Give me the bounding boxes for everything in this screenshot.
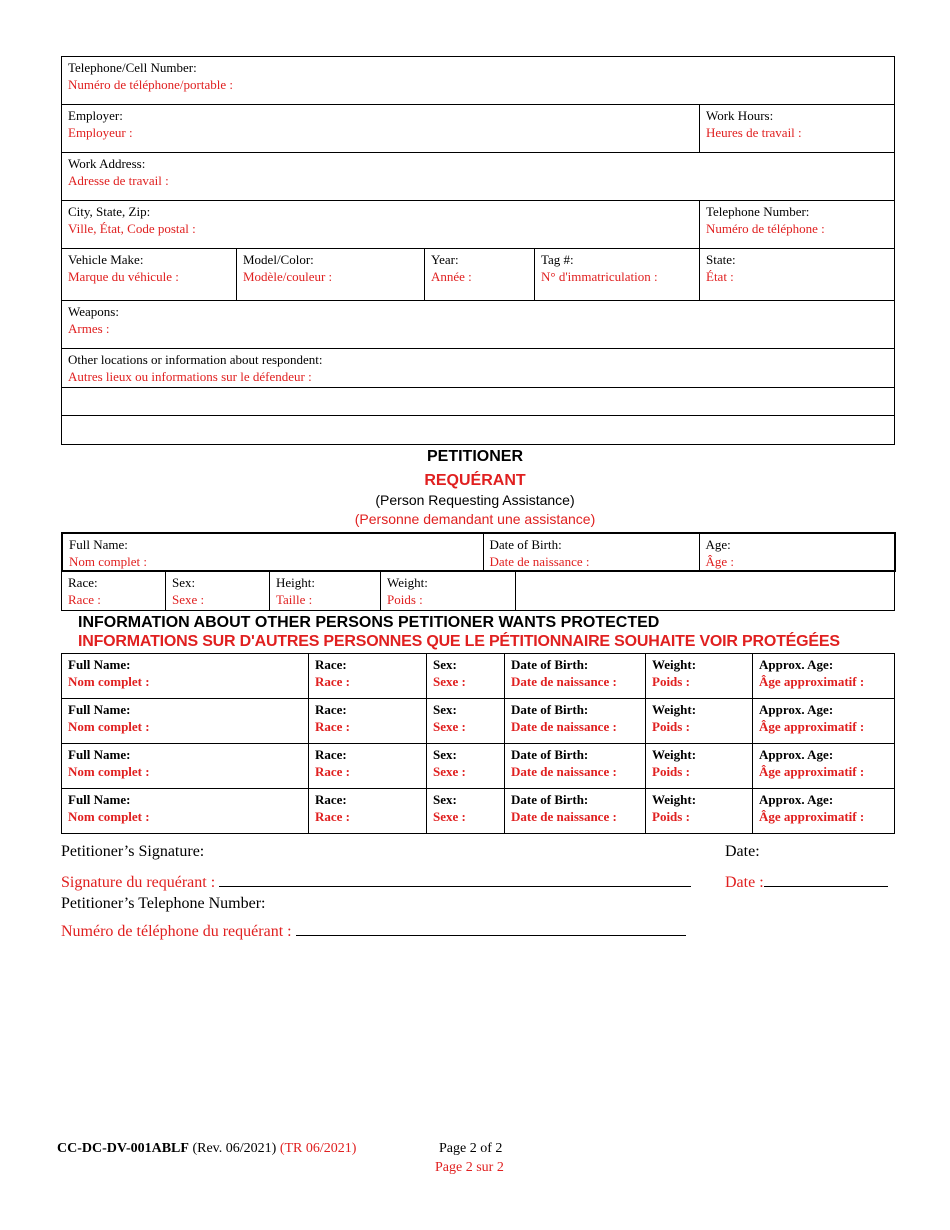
other-info-label-fr: Autres lieux ou informations sur le défendeur :: [68, 369, 312, 384]
protected-col-label: Race:: [315, 792, 347, 807]
protected-person-cell[interactable]: [505, 789, 646, 834]
petitioner-race-label: Race:: [68, 575, 98, 590]
model-color-label-fr: Modèle/couleur :: [243, 269, 333, 284]
protected-person-cell[interactable]: [62, 789, 309, 834]
telephone-number-label-fr: Numéro de téléphone :: [706, 221, 825, 236]
protected-person-cell[interactable]: [753, 744, 895, 789]
petitioner-dob-label: Date of Birth:: [489, 537, 562, 552]
protected-col-label-fr: Âge approximatif :: [759, 674, 865, 689]
petitioner-height-label-fr: Taille :: [276, 592, 313, 607]
other-info-field[interactable]: [62, 349, 895, 388]
protected-col-label: Full Name:: [68, 657, 131, 672]
protected-person-cell[interactable]: [753, 654, 895, 699]
tag-label-fr: N° d'immatriculation :: [541, 269, 658, 284]
protected-person-cell[interactable]: [427, 789, 505, 834]
signature-line-fr[interactable]: [61, 870, 691, 892]
protected-col-label: Weight:: [652, 747, 697, 762]
protected-person-cell[interactable]: [753, 789, 895, 834]
protected-col-label-fr: Date de naissance :: [511, 674, 617, 689]
vehicle-make-label: Vehicle Make:: [68, 252, 144, 267]
protected-col-label: Date of Birth:: [511, 792, 589, 807]
protected-person-cell[interactable]: [646, 789, 753, 834]
petitioner-title: PETITIONER: [426, 448, 523, 465]
vehicle-make-label-fr: Marque du véhicule :: [68, 269, 179, 284]
work-hours-label-fr: Heures de travail :: [706, 125, 802, 140]
telephone-label-fr: Numéro de téléphone/portable :: [68, 77, 233, 92]
protected-person-cell[interactable]: [427, 744, 505, 789]
tag-field[interactable]: [535, 249, 700, 301]
petitioner-weight-field[interactable]: [381, 572, 516, 611]
protected-col-label-fr: Sexe :: [433, 674, 466, 689]
protected-col-label-fr: Âge approximatif :: [759, 764, 865, 779]
work-address-field[interactable]: [62, 153, 895, 201]
petitioner-weight-label: Weight:: [387, 575, 428, 590]
protected-col-label-fr: Poids :: [652, 809, 690, 824]
protected-col-label: Full Name:: [68, 747, 131, 762]
protected-col-label-fr: Sexe :: [433, 764, 466, 779]
protected-col-label: Weight:: [652, 792, 697, 807]
date-underline[interactable]: [764, 870, 888, 887]
year-field[interactable]: [425, 249, 535, 301]
petitioner-race-label-fr: Race :: [68, 592, 101, 607]
protected-person-row: [62, 699, 895, 744]
form-tr: (TR 06/2021): [279, 1141, 357, 1156]
protected-col-label-fr: Date de naissance :: [511, 764, 617, 779]
petitioner-height-label: Height:: [276, 575, 315, 590]
date-label-fr: Date :: [725, 874, 764, 891]
petitioner-race-field[interactable]: [62, 572, 166, 611]
protected-col-label-fr: Âge approximatif :: [759, 719, 865, 734]
state-label-fr: État :: [706, 269, 734, 284]
other-info-line-2[interactable]: [62, 416, 895, 445]
page-number-fr: Page 2 sur 2: [435, 1160, 504, 1175]
protected-person-cell[interactable]: [62, 744, 309, 789]
signature-label: Petitioner’s Signature:: [61, 843, 205, 860]
telephone-number-label: Telephone Number:: [706, 204, 810, 219]
protected-person-cell[interactable]: [646, 744, 753, 789]
weapons-label: Weapons:: [68, 304, 119, 319]
city-state-zip-label-fr: Ville, État, Code postal :: [68, 221, 196, 236]
protected-persons-table: [61, 653, 895, 834]
petitioner-subtitle-fr: (Personne demandant une assistance): [354, 511, 596, 527]
protected-col-label: Sex:: [433, 792, 457, 807]
petitioner-dob-label-fr: Date de naissance :: [489, 554, 590, 569]
work-address-label-fr: Adresse de travail :: [68, 173, 169, 188]
protected-person-cell[interactable]: [309, 744, 427, 789]
footer-form-id-line: [57, 1141, 356, 1157]
protected-col-label-fr: Âge approximatif :: [759, 809, 865, 824]
tag-label: Tag #:: [541, 252, 574, 267]
petitioner-sex-label-fr: Sexe :: [172, 592, 205, 607]
petitioner-full-name-label-fr: Nom complet :: [69, 554, 147, 569]
protected-person-row: [62, 654, 895, 699]
petitioner-weight-label-fr: Poids :: [387, 592, 423, 607]
protected-col-label-fr: Poids :: [652, 719, 690, 734]
protected-col-label-fr: Race :: [315, 764, 351, 779]
model-color-label: Model/Color:: [243, 252, 314, 267]
protected-col-label-fr: Date de naissance :: [511, 719, 617, 734]
protected-col-label: Race:: [315, 702, 347, 717]
protected-person-cell[interactable]: [309, 699, 427, 744]
petitioner-sex-field[interactable]: [166, 572, 270, 611]
phone-label-fr: Numéro de téléphone du requérant :: [61, 923, 292, 940]
petitioner-dob-field[interactable]: [483, 533, 699, 571]
respondent-info-table: [61, 56, 895, 445]
petitioner-age-label-fr: Âge :: [705, 554, 735, 569]
protected-col-label: Sex:: [433, 657, 457, 672]
protected-col-label-fr: Race :: [315, 674, 351, 689]
weapons-field[interactable]: [62, 301, 895, 349]
protected-col-label: Date of Birth:: [511, 702, 589, 717]
protected-person-cell[interactable]: [753, 699, 895, 744]
protected-person-cell[interactable]: [62, 654, 309, 699]
protected-person-cell[interactable]: [62, 699, 309, 744]
protected-person-cell[interactable]: [427, 654, 505, 699]
protected-col-label-fr: Nom complet :: [68, 719, 150, 734]
phone-underline[interactable]: [296, 919, 686, 936]
protected-col-label: Race:: [315, 747, 347, 762]
other-info-label: Other locations or information about respondent:: [68, 352, 323, 367]
petitioner-age-field[interactable]: [699, 533, 895, 571]
other-info-line-1[interactable]: [62, 388, 895, 416]
protected-col-label-fr: Poids :: [652, 674, 690, 689]
petitioner-subtitle: (Person Requesting Assistance): [375, 492, 575, 508]
protected-person-cell[interactable]: [505, 654, 646, 699]
date-line-fr[interactable]: [725, 870, 888, 892]
employer-label: Employer:: [68, 108, 123, 123]
protected-col-label: Date of Birth:: [511, 657, 589, 672]
protected-col-label: Approx. Age:: [759, 747, 834, 762]
protected-person-cell[interactable]: [505, 699, 646, 744]
page-number: Page 2 of 2: [439, 1141, 503, 1156]
city-state-zip-label: City, State, Zip:: [68, 204, 151, 219]
protected-person-cell[interactable]: [427, 699, 505, 744]
protected-person-cell[interactable]: [646, 699, 753, 744]
protected-title-fr: INFORMATIONS SUR D'AUTRES PERSONNES QUE LE PÉTITIONNAIRE SOUHAITE VOIR PROTÉGÉES: [78, 633, 840, 650]
employer-label-fr: Employeur :: [68, 125, 133, 140]
telephone-cell-field[interactable]: [62, 57, 895, 105]
protected-person-row: [62, 789, 895, 834]
protected-person-cell[interactable]: [646, 654, 753, 699]
employer-field[interactable]: [62, 105, 700, 153]
state-label: State:: [706, 252, 736, 267]
date-label: Date:: [725, 843, 760, 860]
protected-col-label: Weight:: [652, 657, 697, 672]
city-state-zip-field[interactable]: [62, 201, 700, 249]
form-rev: (Rev. 06/2021): [192, 1141, 277, 1156]
petitioner-full-name-field[interactable]: [62, 533, 483, 571]
petitioner-age-label: Age:: [705, 537, 731, 552]
protected-col-label-fr: Sexe :: [433, 809, 466, 824]
protected-col-label: Weight:: [652, 702, 697, 717]
petitioner-table-row2: [61, 571, 895, 611]
protected-col-label-fr: Date de naissance :: [511, 809, 617, 824]
protected-col-label: Approx. Age:: [759, 702, 834, 717]
protected-person-cell[interactable]: [309, 654, 427, 699]
signature-underline[interactable]: [219, 870, 691, 887]
state-field[interactable]: [700, 249, 895, 301]
petitioner-sex-label: Sex:: [172, 575, 196, 590]
work-hours-label: Work Hours:: [706, 108, 774, 123]
protected-col-label: Date of Birth:: [511, 747, 589, 762]
work-hours-field[interactable]: [700, 105, 895, 153]
protected-col-label: Approx. Age:: [759, 792, 834, 807]
year-label-fr: Année :: [431, 269, 472, 284]
form-id: CC-DC-DV-001ABLF: [57, 1141, 189, 1156]
petitioner-full-name-label: Full Name:: [69, 537, 128, 552]
protected-col-label: Sex:: [433, 702, 457, 717]
petitioner-title-fr: REQUÉRANT: [424, 472, 526, 489]
weapons-label-fr: Armes :: [68, 321, 110, 336]
signature-label-fr: Signature du requérant :: [61, 874, 216, 891]
protected-col-label-fr: Nom complet :: [68, 674, 150, 689]
protected-col-label: Full Name:: [68, 702, 131, 717]
phone-line-fr[interactable]: [61, 919, 686, 941]
protected-title: INFORMATION ABOUT OTHER PERSONS PETITIONER WANTS PROTECTED: [78, 614, 660, 631]
model-color-field[interactable]: [237, 249, 425, 301]
protected-col-label-fr: Nom complet :: [68, 764, 150, 779]
telephone-number-field[interactable]: [700, 201, 895, 249]
protected-col-label-fr: Sexe :: [433, 719, 466, 734]
protected-person-row: [62, 744, 895, 789]
year-label: Year:: [431, 252, 459, 267]
protected-person-cell[interactable]: [309, 789, 427, 834]
protected-col-label: Sex:: [433, 747, 457, 762]
protected-col-label-fr: Race :: [315, 809, 351, 824]
protected-col-label-fr: Nom complet :: [68, 809, 150, 824]
petitioner-blank-field[interactable]: [516, 572, 895, 611]
protected-col-label-fr: Race :: [315, 719, 351, 734]
petitioner-table-row1: [61, 532, 896, 572]
protected-col-label: Approx. Age:: [759, 657, 834, 672]
work-address-label: Work Address:: [68, 156, 146, 171]
vehicle-make-field[interactable]: [62, 249, 237, 301]
telephone-label: Telephone/Cell Number:: [68, 60, 197, 75]
protected-col-label-fr: Poids :: [652, 764, 690, 779]
petitioner-height-field[interactable]: [270, 572, 381, 611]
protected-col-label: Race:: [315, 657, 347, 672]
protected-col-label: Full Name:: [68, 792, 131, 807]
phone-label: Petitioner’s Telephone Number:: [61, 895, 266, 912]
protected-person-cell[interactable]: [505, 744, 646, 789]
